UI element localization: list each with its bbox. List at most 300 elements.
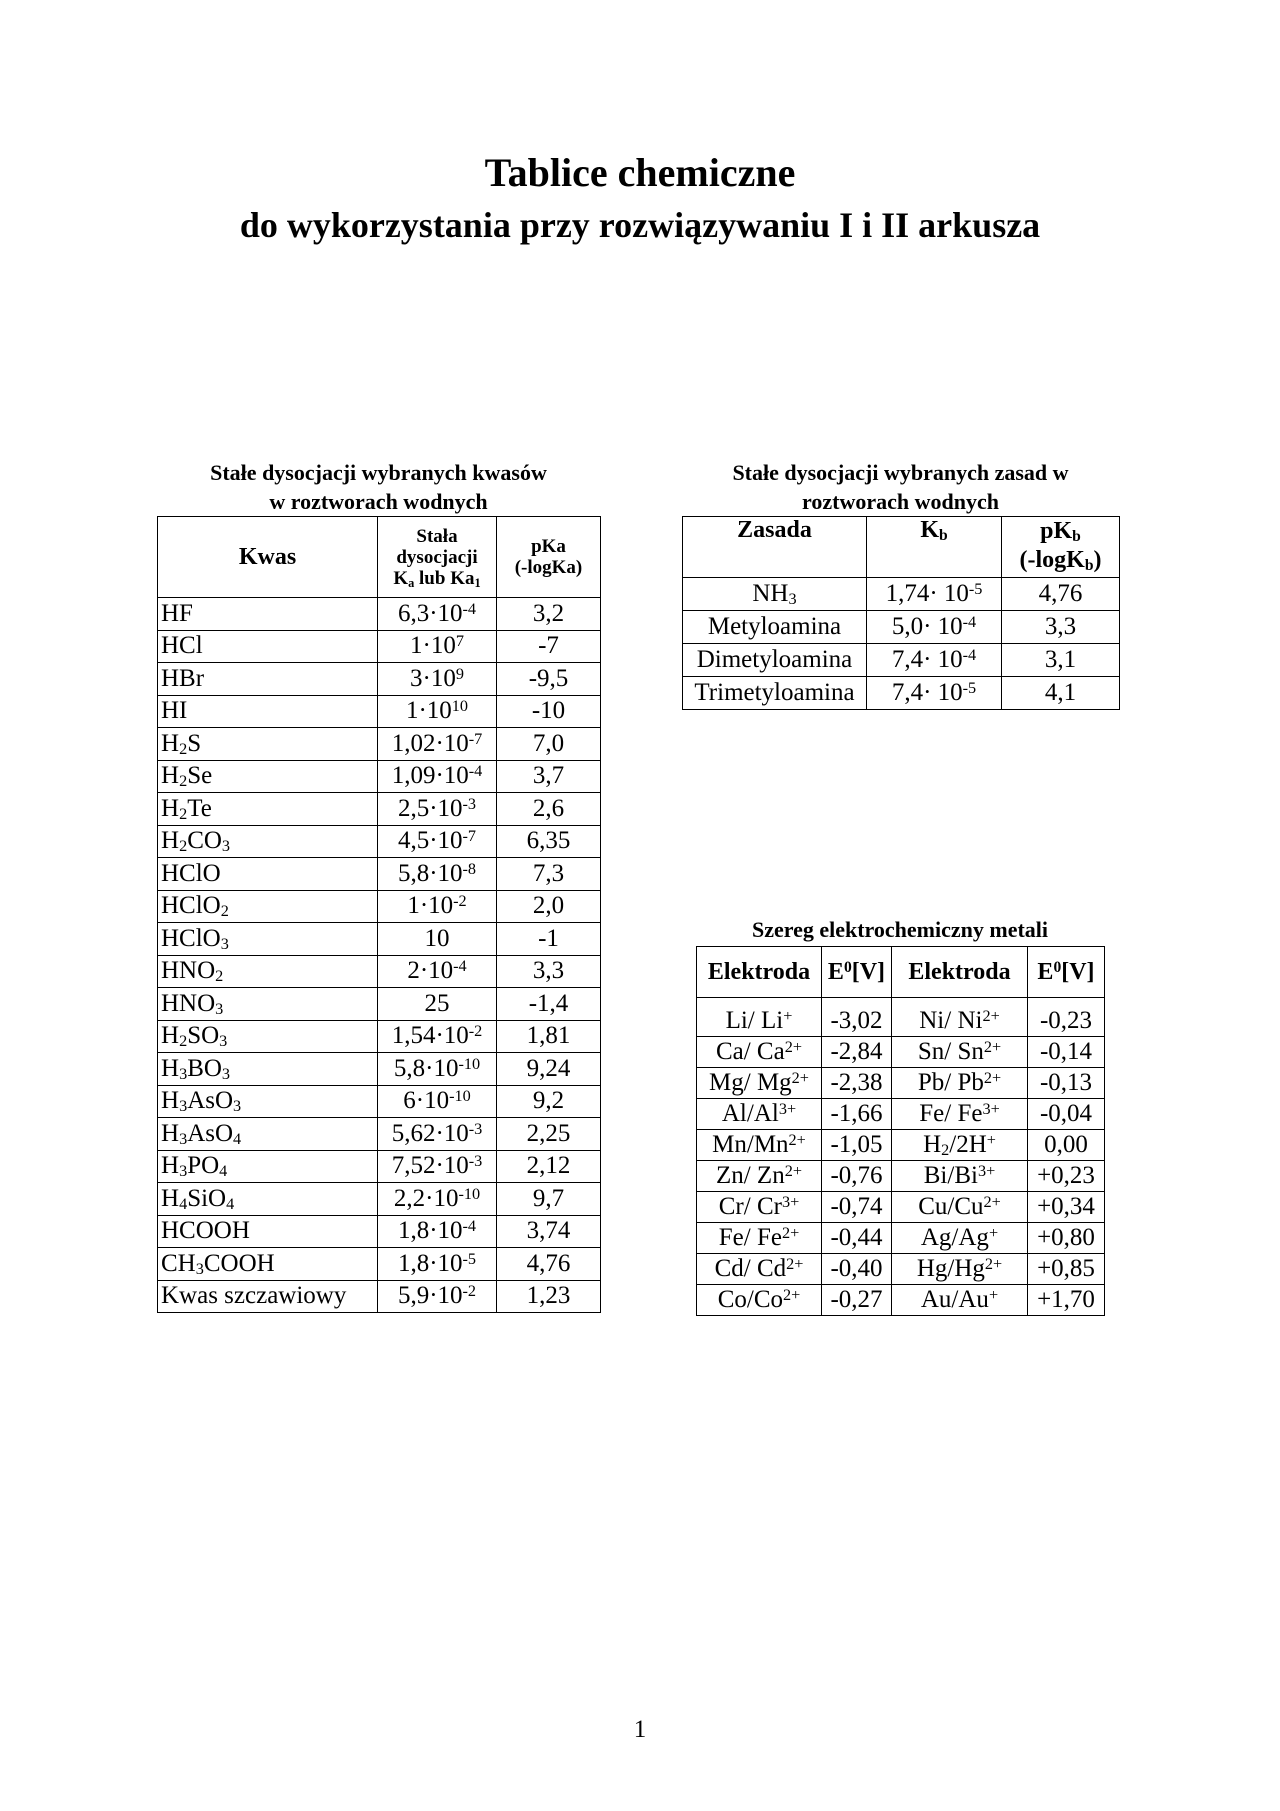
ka-mantissa: 6·10 [403,1087,450,1115]
ka-mantissa: 2,2·10 [393,1184,459,1212]
ka-exponent: -4 [462,1217,477,1236]
electrode-text: Bi/Bi [923,1162,978,1189]
electrode-left [697,998,822,1037]
acid-pka: 7,0 [497,728,601,761]
formula-text: CH [161,1249,196,1277]
acid-name [158,1053,378,1086]
formula-text: HF [161,599,193,627]
potential-left: -0,76 [822,1161,892,1192]
ka-mantissa: 1,8·10 [397,1217,463,1245]
page-title: Tablice chemiczne [484,150,796,195]
acid-ka [378,793,497,826]
base-name [683,644,867,677]
ion-charge: 2+ [781,1224,800,1242]
electrode-text: Fe/ Fe [919,1100,983,1127]
pkb-line1 [1005,517,1116,546]
logkb-subscript: b [1084,557,1094,574]
acid-pka: -1,4 [497,988,601,1021]
potential-right: +1,70 [1028,1285,1105,1316]
potential-right: -0,13 [1028,1068,1105,1099]
acid-pka: 9,7 [497,1183,601,1216]
ion-charge: 3+ [977,1162,996,1180]
ion-charge: + [986,1131,996,1149]
acid-row [158,1118,601,1151]
formula-text: H [161,1184,180,1212]
formula-subscript: 3 [233,1097,242,1116]
acid-row [158,728,601,761]
formula-subscript: 2 [179,772,188,791]
acid-ka [378,890,497,923]
acid-name [158,1248,378,1281]
page-subtitle: do wykorzystania przy rozwiązywaniu I i II arkusza [239,205,1041,245]
base-pkb: 4,76 [1002,578,1120,611]
formula-text: H [161,762,180,790]
base-header-kb [867,517,1002,578]
acid-name [158,1118,378,1151]
acid-name [158,695,378,728]
electrode-text: Al/Al [721,1100,779,1127]
ka-exponent: -2 [462,1282,477,1301]
acid-ka [378,1118,497,1151]
electrode-text: Ag/Ag [920,1224,989,1251]
acid-row [158,825,601,858]
ka1-subscript: 1 [474,575,481,590]
electrode-text: Mn/Mn [712,1131,789,1158]
electrode-text: Cr/ Cr [718,1193,782,1220]
e-symbol: E [1037,958,1054,985]
electrode-left [697,1130,822,1161]
formula-text: Kwas szczawiowy [161,1282,347,1310]
formula-text: BO [187,1054,222,1082]
ka-mantissa: 10 [424,924,450,952]
ka-exponent: -8 [462,859,477,878]
ka-exponent: -3 [468,1119,483,1138]
formula-text: H [161,1087,180,1115]
acid-ka [378,1183,497,1216]
ka-mantissa: 5,9·10 [397,1282,463,1310]
metal-header-electrode-2: Elektroda [892,947,1028,998]
electrode-left [697,1254,822,1285]
acid-pka: 3,7 [497,760,601,793]
formula-subscript: 2 [179,1032,188,1051]
electrode-left [697,1223,822,1254]
e-superscript: 0 [1053,958,1062,976]
formula-text: Dimetyloamina [696,646,853,673]
formula-subscript: 3 [221,1064,231,1083]
ka-mantissa: 25 [424,989,450,1017]
formula-subscript: 2 [220,902,229,921]
acid-pka: 2,12 [497,1150,601,1183]
ion-charge: + [988,1224,999,1242]
formula-text: AsO [187,1119,234,1147]
formula-subscript: 3 [788,590,797,608]
ka-subscript: a [408,575,415,590]
acid-row [158,1053,601,1086]
metal-row [697,998,1105,1037]
acid-header-pka-line1: pKa [531,536,566,557]
formula-text: COOH [203,1249,275,1277]
acid-pka: -7 [497,630,601,663]
ka-exponent: -3 [468,1152,483,1171]
acid-pka: 6,35 [497,825,601,858]
logkb-text: (-logK [1019,547,1085,573]
electrode-right [892,1192,1028,1223]
base-kb [867,677,1002,710]
base-row [683,644,1120,677]
ion-charge: 2+ [784,1038,803,1056]
formula-text: AsO [187,1087,234,1115]
potential-right: -0,23 [1028,998,1105,1037]
acid-row [158,1248,601,1281]
acid-caption-line2: w roztworach wodnych [269,489,488,514]
electrode-right [892,1223,1028,1254]
acid-table-caption [157,458,600,516]
e-superscript: 0 [843,958,852,976]
ka-exponent: -10 [449,1087,471,1106]
potential-left: -0,44 [822,1223,892,1254]
ion-charge: 2+ [983,1038,1002,1056]
kb-symbol: K [920,517,939,543]
acid-row [158,793,601,826]
base-pkb: 3,3 [1002,611,1120,644]
acid-row [158,923,601,956]
formula-text: HBr [161,664,205,692]
formula-subscript: 3 [215,999,224,1018]
kb-exponent: -5 [962,679,977,697]
ion-charge: 2+ [791,1069,809,1087]
formula-subscript: 3 [179,1162,188,1181]
ka1-text: lub Ka [414,567,475,589]
ka-exponent: -4 [462,599,477,618]
acid-name [158,1020,378,1053]
electrode-right [892,1161,1028,1192]
ion-charge: 2+ [786,1255,804,1273]
ka-mantissa: 1·10 [407,892,454,920]
electrochemical-series-table [696,946,1105,1316]
kb-subscript: b [938,527,948,544]
formula-subscript: 4 [179,1194,188,1213]
ion-charge: 2+ [788,1131,806,1149]
metal-row [697,1223,1105,1254]
acid-row [158,1215,601,1248]
electrode-text: Cd/ Cd [714,1255,787,1282]
ion-charge: 3+ [781,1193,800,1211]
potential-right: +0,34 [1028,1192,1105,1223]
formula-text: H [161,1022,180,1050]
potential-left: -0,74 [822,1192,892,1223]
formula-text: HI [161,697,188,725]
base-name [683,611,867,644]
formula-subscript: 2 [179,739,188,758]
acid-header-name: Kwas [158,517,378,598]
ion-charge: 2+ [982,1007,1000,1025]
electrode-text: Zn/ Zn [715,1162,785,1189]
base-kb [867,578,1002,611]
logkb-close: ) [1093,547,1102,573]
formula-subscript: 3 [179,1097,188,1116]
ka-symbol: K [393,567,409,589]
ka-mantissa: 3·10 [410,664,456,692]
base-pkb: 3,1 [1002,644,1120,677]
base-row [683,578,1120,611]
acid-name [158,890,378,923]
ion-charge: 3+ [982,1100,1000,1118]
potential-left: -2,84 [822,1037,892,1068]
volt-unit: [V] [1061,958,1095,985]
acid-ka [378,630,497,663]
acid-row [158,630,601,663]
acid-table-body [158,598,601,1313]
acid-pka: -9,5 [497,663,601,696]
kb-exponent: -5 [968,580,983,598]
base-kb [867,644,1002,677]
metal-row [697,1130,1105,1161]
ka-mantissa: 1,02·10 [391,729,469,757]
electrode-right [892,1285,1028,1316]
acid-ka [378,1020,497,1053]
page-number: 1 [633,1716,647,1743]
metal-row [697,1068,1105,1099]
electrode-text: Ca/ Ca [715,1038,785,1065]
metal-row [697,1037,1105,1068]
ka-mantissa: 7,52·10 [391,1152,469,1180]
formula-subscript: 2 [215,967,224,986]
acid-pka: 4,76 [497,1248,601,1281]
formula-text: HNO [161,957,216,985]
acid-ka [378,760,497,793]
potential-right: +0,23 [1028,1161,1105,1192]
ka-exponent: -10 [458,1184,481,1203]
acid-name [158,1150,378,1183]
base-table-body [683,578,1120,710]
formula-text: HClO [161,924,221,952]
electrode-right [892,1254,1028,1285]
acid-row [158,1020,601,1053]
acid-ka [378,663,497,696]
acid-row [158,858,601,891]
ka-mantissa: 1·10 [410,632,456,660]
formula-text: Te [187,794,212,822]
potential-right: -0,14 [1028,1037,1105,1068]
acid-ka [378,858,497,891]
kb-mantissa: 7,4· 10 [891,646,963,673]
acid-ka [378,923,497,956]
formula-subscript: 3 [195,1259,204,1278]
acid-row [158,1085,601,1118]
formula-text: H [161,1054,180,1082]
acid-name [158,858,378,891]
formula-text: H [161,1152,180,1180]
acid-name [158,955,378,988]
acid-row [158,760,601,793]
ka-mantissa: 6,3·10 [397,599,463,627]
formula-subscript: 3 [219,1032,228,1051]
electrode-right [892,1099,1028,1130]
ka-mantissa: 5,8·10 [397,859,463,887]
electrode-text: Fe/ Fe [718,1224,782,1251]
formula-text: H [161,827,180,855]
metal-table-body [697,998,1105,1316]
base-name [683,677,867,710]
electrode-text: Cu/Cu [918,1193,984,1220]
ka-exponent: 9 [455,664,464,683]
formula-subscript: 2 [179,804,188,823]
ka-mantissa: 1,09·10 [391,762,469,790]
acid-row [158,598,601,631]
ion-charge: 2+ [784,1162,803,1180]
electrode-text: Au/Au [920,1286,989,1313]
ka-exponent: -3 [462,794,477,813]
formula-text: Trimetyloamina [694,679,855,706]
formula-text: HClO [161,859,221,887]
electrode-left [697,1192,822,1223]
electrode-text: Pb/ Pb [917,1069,984,1096]
pkb-symbol: pK [1040,518,1073,544]
formula-text: NH [752,580,789,607]
electrode-right [892,1130,1028,1161]
formula-text: H [161,729,180,757]
kb-mantissa: 5,0· 10 [891,613,963,640]
formula-text: H [161,1119,180,1147]
ion-charge: 2+ [783,1286,801,1304]
electrode-left [697,1068,822,1099]
acid-pka: 7,3 [497,858,601,891]
electrode-left [697,1037,822,1068]
acid-name [158,1280,378,1313]
acid-pka: 2,25 [497,1118,601,1151]
acid-row [158,695,601,728]
formula-text: SiO [187,1184,227,1212]
acid-pka: 3,3 [497,955,601,988]
ion-charge: 2+ [984,1255,1003,1273]
acid-table-header [158,517,601,598]
metal-header-electrode-1: Elektroda [697,947,822,998]
acid-caption-line1: Stałe dysocjacji wybranych kwasów [210,460,547,485]
ka-mantissa: 2·10 [407,957,454,985]
acid-pka: 9,2 [497,1085,601,1118]
ka-exponent: 10 [451,697,469,716]
acid-pka: 1,81 [497,1020,601,1053]
acid-pka: 1,23 [497,1280,601,1313]
acid-ka [378,1085,497,1118]
metal-row [697,1161,1105,1192]
acid-ka [378,955,497,988]
acid-ka [378,1150,497,1183]
acid-pka: -10 [497,695,601,728]
kb-mantissa: 7,4· 10 [891,679,963,706]
metal-row [697,1099,1105,1130]
acid-row [158,955,601,988]
metal-row [697,1254,1105,1285]
ka-exponent: -2 [453,892,467,911]
ka-mantissa: 4,5·10 [397,827,463,855]
ion-charge: 2+ [983,1193,1001,1211]
potential-right: +0,80 [1028,1223,1105,1254]
base-caption-line2: roztworach wodnych [802,489,999,514]
base-header-pkb [1002,517,1120,578]
electrode-right [892,998,1028,1037]
acid-row [158,1183,601,1216]
ka-mantissa: 5,62·10 [391,1119,469,1147]
electrode-text: Co/Co [717,1286,783,1313]
ka-mantissa: 1,54·10 [391,1022,469,1050]
base-table-caption [682,458,1119,516]
acid-pka: 3,2 [497,598,601,631]
acid-pka: -1 [497,923,601,956]
potential-left: -3,02 [822,998,892,1037]
ion-charge: + [988,1286,999,1304]
formula-text: SO [187,1022,220,1050]
acid-header-constant [378,517,497,598]
formula-text: Metyloamina [707,613,842,640]
electrode-text: Hg/Hg [916,1255,985,1282]
metal-row [697,1192,1105,1223]
pkb-line2 [1005,546,1116,575]
base-constants-table [682,516,1120,710]
acid-header-pka [497,517,601,598]
acid-name [158,663,378,696]
electrode-left [697,1285,822,1316]
ion-charge: 3+ [778,1100,797,1118]
ka-exponent: -7 [468,729,483,748]
acid-ka [378,1215,497,1248]
formula-subscript: 3 [221,837,231,856]
kb-exponent: -4 [962,613,977,631]
acid-ka [378,1053,497,1086]
potential-right: +0,85 [1028,1254,1105,1285]
potential-left: -1,05 [822,1130,892,1161]
acid-row [158,988,601,1021]
acid-name [158,728,378,761]
acid-ka [378,825,497,858]
acid-name [158,760,378,793]
ka-exponent: -7 [462,827,477,846]
formula-subscript: 4 [219,1162,228,1181]
acid-name [158,630,378,663]
ka-exponent: -2 [468,1022,483,1041]
formula-subscript: 3 [179,1064,188,1083]
potential-left: -0,27 [822,1285,892,1316]
formula-subscript: 3 [220,934,229,953]
acid-pka: 2,6 [497,793,601,826]
formula-subscript: 3 [179,1129,188,1148]
acid-name [158,1215,378,1248]
formula-subscript: 2 [179,837,188,856]
e-symbol: E [827,958,844,985]
ion-charge: 2+ [983,1069,1002,1087]
electrode-text: Mg/ Mg [709,1069,792,1096]
acid-header-constant-line3 [381,568,493,589]
acid-constants-table [157,516,601,1313]
ka-exponent: 7 [455,632,464,651]
acid-name [158,923,378,956]
metal-header-potential-1 [822,947,892,998]
acid-name [158,1183,378,1216]
acid-header-constant-line2: dysocjacji [396,546,478,568]
potential-left: -1,66 [822,1099,892,1130]
acid-name [158,598,378,631]
base-pkb: 4,1 [1002,677,1120,710]
electrode-right [892,1068,1028,1099]
pkb-subscript: b [1072,528,1081,545]
formula-subscript: 4 [226,1194,235,1213]
base-name [683,578,867,611]
acid-row [158,1150,601,1183]
acid-ka [378,1280,497,1313]
electrode-text: /2H [949,1131,987,1158]
electrode-text: Sn/ Sn [917,1038,984,1065]
metal-row [697,1285,1105,1316]
